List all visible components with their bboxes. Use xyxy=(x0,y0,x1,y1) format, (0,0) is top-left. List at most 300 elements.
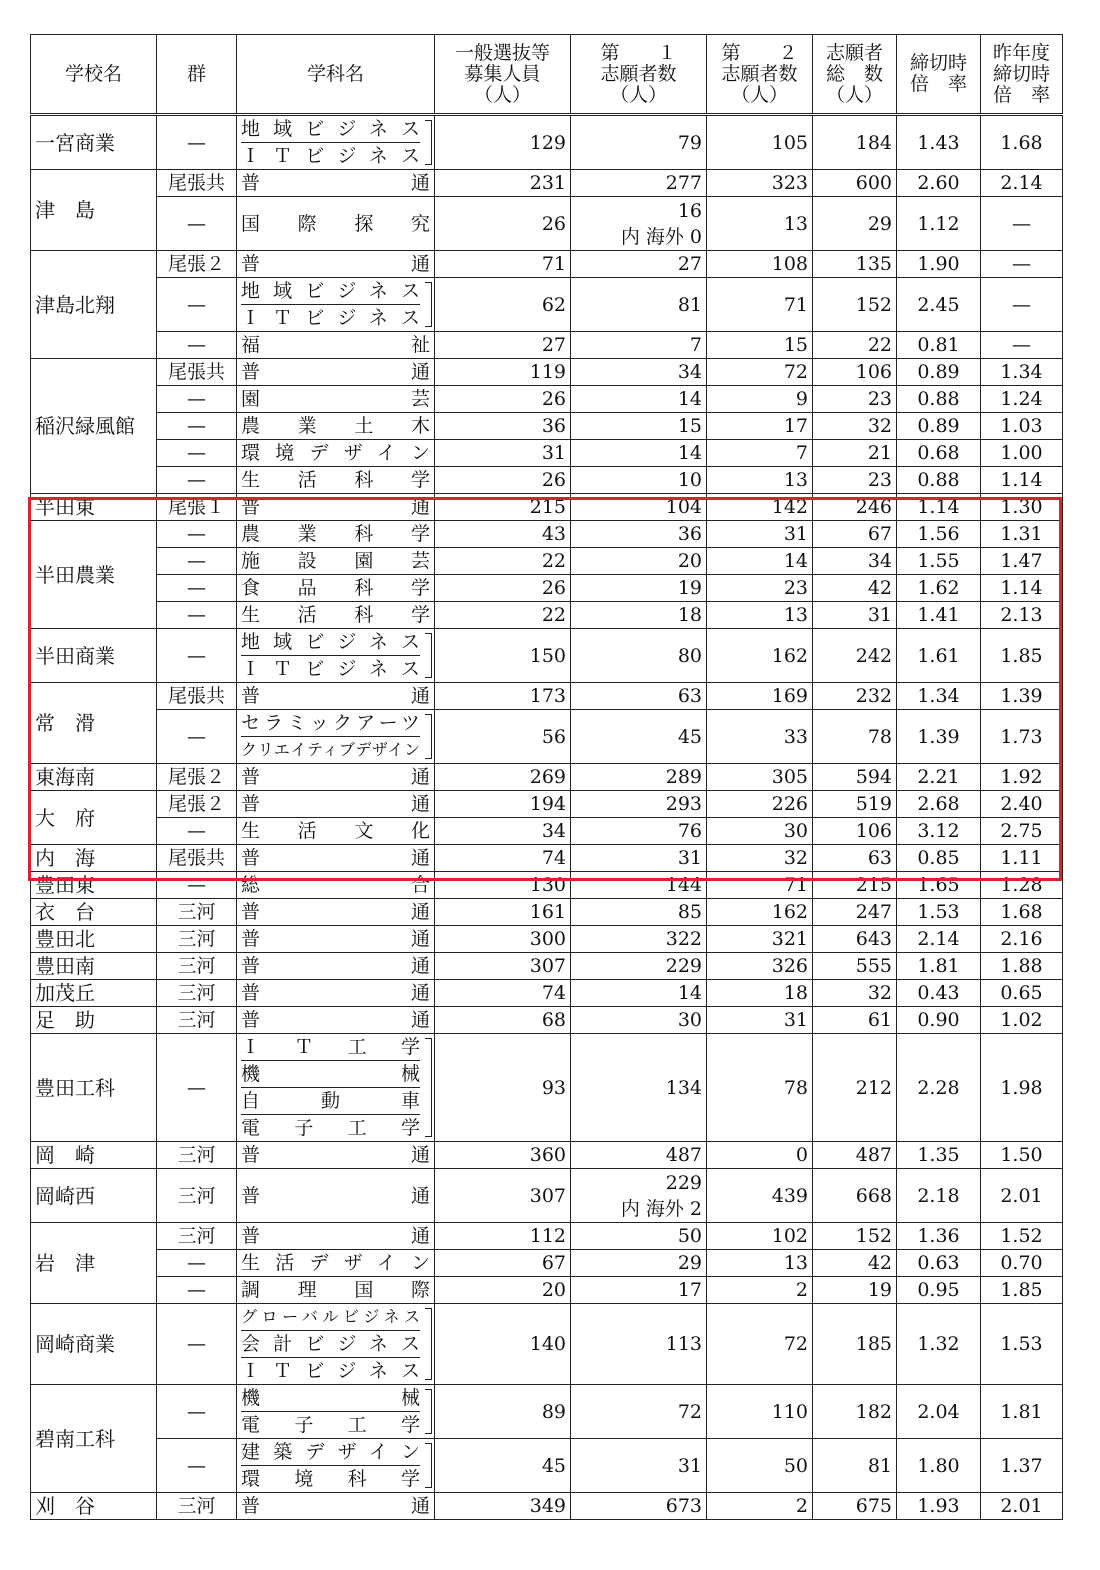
group-cell: — xyxy=(157,818,237,845)
quota-cell: 26 xyxy=(435,386,571,413)
second-cell: 439 xyxy=(707,1169,813,1223)
rate-cell: 1.39 xyxy=(897,710,981,764)
dept-cell xyxy=(237,1439,435,1493)
school-name: 岡崎西 xyxy=(31,1169,157,1223)
group-cell: 三河 xyxy=(157,980,237,1007)
rate-cell: 0.63 xyxy=(897,1250,981,1277)
table-row xyxy=(31,1277,1063,1304)
table-row xyxy=(31,359,1063,386)
table-row xyxy=(31,197,1063,251)
dept-name: 農業土木 xyxy=(241,415,430,437)
quota-cell: 215 xyxy=(435,494,571,521)
school-name: 内 海 xyxy=(31,845,157,872)
second-cell: 321 xyxy=(707,926,813,953)
dept-name: 機械 xyxy=(241,1387,420,1409)
rate-cell: 1.90 xyxy=(897,251,981,278)
prev-cell: — xyxy=(981,332,1063,359)
second-cell: 142 xyxy=(707,494,813,521)
table-row xyxy=(31,602,1063,629)
dept-name: グローバルビジネス xyxy=(241,1307,420,1326)
table-row xyxy=(31,332,1063,359)
table-row xyxy=(31,1493,1063,1520)
first-cell: 27 xyxy=(571,251,707,278)
rate-cell: 0.85 xyxy=(897,845,981,872)
bracket-mark xyxy=(425,120,432,165)
group-cell: 尾張２ xyxy=(157,764,237,791)
school-name: 豊田南 xyxy=(31,953,157,980)
group-cell: — xyxy=(157,1385,237,1439)
quota-cell: 93 xyxy=(435,1034,571,1142)
second-cell: 9 xyxy=(707,386,813,413)
group-cell: — xyxy=(157,575,237,602)
dept-cell xyxy=(237,278,435,332)
table-row xyxy=(31,494,1063,521)
rate-cell: 1.34 xyxy=(897,683,981,710)
dept-cell xyxy=(237,845,435,872)
total-cell: 215 xyxy=(813,872,897,899)
table-row xyxy=(31,683,1063,710)
prev-cell: 1.39 xyxy=(981,683,1063,710)
table-row xyxy=(31,575,1063,602)
dept-cell xyxy=(237,818,435,845)
dept-name: 環境デザイン xyxy=(241,442,430,464)
rate-cell: 1.53 xyxy=(897,899,981,926)
dept-name: 普通 xyxy=(241,1225,430,1247)
dept-name: 普通 xyxy=(241,1009,430,1031)
first-cell: 14 xyxy=(571,980,707,1007)
quota-cell: 269 xyxy=(435,764,571,791)
dept-cell xyxy=(237,926,435,953)
quota-cell: 22 xyxy=(435,602,571,629)
second-cell: 13 xyxy=(707,197,813,251)
table-row xyxy=(31,170,1063,197)
second-cell: 105 xyxy=(707,115,813,170)
dept-cell xyxy=(237,1169,435,1223)
first-value: 229 xyxy=(665,1171,702,1194)
bracket-mark xyxy=(425,714,432,759)
first-cell: 144 xyxy=(571,872,707,899)
prev-cell: 1.24 xyxy=(981,386,1063,413)
quota-cell: 56 xyxy=(435,710,571,764)
group-cell: — xyxy=(157,710,237,764)
dept-cell xyxy=(237,602,435,629)
table-row xyxy=(31,386,1063,413)
second-cell: 7 xyxy=(707,440,813,467)
rate-cell: 0.95 xyxy=(897,1277,981,1304)
dept-name: 普通 xyxy=(241,928,430,950)
school-name: 津島北翔 xyxy=(31,251,157,359)
quota-cell: 26 xyxy=(435,467,571,494)
prev-cell: 1.37 xyxy=(981,1439,1063,1493)
dept-name: 福祉 xyxy=(241,334,430,356)
prev-cell: 2.16 xyxy=(981,926,1063,953)
dept-cell xyxy=(237,521,435,548)
second-cell: 326 xyxy=(707,953,813,980)
first-cell: 229 xyxy=(571,953,707,980)
group-cell: — xyxy=(157,1304,237,1385)
total-cell: 675 xyxy=(813,1493,897,1520)
quota-cell: 173 xyxy=(435,683,571,710)
group-cell: — xyxy=(157,872,237,899)
group-cell: 三河 xyxy=(157,1223,237,1250)
prev-cell: 1.11 xyxy=(981,845,1063,872)
group-cell: 三河 xyxy=(157,1493,237,1520)
rate-cell: 0.90 xyxy=(897,1007,981,1034)
dept-cell xyxy=(237,1385,435,1439)
prev-cell: 1.30 xyxy=(981,494,1063,521)
dept-name: 普通 xyxy=(241,766,430,788)
prev-cell: 2.13 xyxy=(981,602,1063,629)
prev-cell: 1.81 xyxy=(981,1385,1063,1439)
table-row xyxy=(31,791,1063,818)
first-cell: 80 xyxy=(571,629,707,683)
dept-cell xyxy=(237,953,435,980)
rate-cell: 2.04 xyxy=(897,1385,981,1439)
first-cell: 673 xyxy=(571,1493,707,1520)
total-cell: 185 xyxy=(813,1304,897,1385)
header-row xyxy=(31,35,1063,115)
admissions-table-sheet xyxy=(30,34,1063,1520)
dept-name: 施設園芸 xyxy=(241,550,430,572)
rate-cell: 1.81 xyxy=(897,953,981,980)
bracket-mark xyxy=(425,282,432,327)
second-cell: 305 xyxy=(707,764,813,791)
dept-name: 電子工学 xyxy=(241,1114,420,1141)
prev-cell: 2.14 xyxy=(981,170,1063,197)
rate-cell: 1.32 xyxy=(897,1304,981,1385)
rate-cell: 2.14 xyxy=(897,926,981,953)
rate-cell: 1.35 xyxy=(897,1142,981,1169)
first-cell: 134 xyxy=(571,1034,707,1142)
dept-cell xyxy=(237,440,435,467)
quota-cell: 34 xyxy=(435,818,571,845)
school-name: 岩 津 xyxy=(31,1223,157,1304)
total-cell: 78 xyxy=(813,710,897,764)
second-cell: 226 xyxy=(707,791,813,818)
school-name: 大 府 xyxy=(31,791,157,845)
group-cell: — xyxy=(157,332,237,359)
dept-name: ＩＴ工学 xyxy=(241,1036,420,1058)
dept-name: ＩＴビジネス xyxy=(241,304,420,331)
school-name: 豊田工科 xyxy=(31,1034,157,1142)
first-cell: 36 xyxy=(571,521,707,548)
rate-cell: 1.93 xyxy=(897,1493,981,1520)
second-cell: 18 xyxy=(707,980,813,1007)
first-cell: 277 xyxy=(571,170,707,197)
prev-cell: 0.65 xyxy=(981,980,1063,1007)
first-cell: 85 xyxy=(571,899,707,926)
second-cell: 31 xyxy=(707,1007,813,1034)
rate-cell: 0.68 xyxy=(897,440,981,467)
quota-cell: 36 xyxy=(435,413,571,440)
group-cell: 尾張共 xyxy=(157,683,237,710)
dept-name: 普通 xyxy=(241,1144,430,1166)
prev-cell: 2.40 xyxy=(981,791,1063,818)
first-cell: 104 xyxy=(571,494,707,521)
total-cell: 31 xyxy=(813,602,897,629)
dept-name: 生活科学 xyxy=(241,469,430,491)
dept-name: ＩＴビジネス xyxy=(241,142,420,169)
school-name: 衣 台 xyxy=(31,899,157,926)
first-cell xyxy=(571,1169,707,1223)
table-row xyxy=(31,980,1063,1007)
first-cell: 487 xyxy=(571,1142,707,1169)
total-cell: 42 xyxy=(813,575,897,602)
bracket-mark xyxy=(425,1443,432,1488)
prev-cell: — xyxy=(981,197,1063,251)
school-name: 東海南 xyxy=(31,764,157,791)
dept-name: 国際探究 xyxy=(241,212,430,235)
dept-name: 普通 xyxy=(241,847,430,869)
rate-cell: 1.36 xyxy=(897,1223,981,1250)
school-name: 常 滑 xyxy=(31,683,157,764)
bracket-mark xyxy=(425,633,432,678)
second-cell: 13 xyxy=(707,602,813,629)
second-cell: 17 xyxy=(707,413,813,440)
quota-cell: 112 xyxy=(435,1223,571,1250)
dept-cell xyxy=(237,197,435,251)
first-cell: 63 xyxy=(571,683,707,710)
total-cell: 246 xyxy=(813,494,897,521)
second-cell: 108 xyxy=(707,251,813,278)
quota-cell: 150 xyxy=(435,629,571,683)
rate-cell: 1.80 xyxy=(897,1439,981,1493)
total-cell: 135 xyxy=(813,251,897,278)
admissions-table xyxy=(30,34,1063,1520)
first-cell xyxy=(571,197,707,251)
school-name: 津 島 xyxy=(31,170,157,251)
total-cell: 61 xyxy=(813,1007,897,1034)
table-row xyxy=(31,1385,1063,1439)
prev-cell: 2.01 xyxy=(981,1493,1063,1520)
group-cell: 尾張２ xyxy=(157,791,237,818)
quota-cell: 62 xyxy=(435,278,571,332)
second-cell: 13 xyxy=(707,1250,813,1277)
dept-name: 普通 xyxy=(241,955,430,977)
dept-cell xyxy=(237,575,435,602)
school-name: 刈 谷 xyxy=(31,1493,157,1520)
table-row xyxy=(31,1169,1063,1223)
group-cell: 尾張共 xyxy=(157,845,237,872)
school-name: 豊田北 xyxy=(31,926,157,953)
dept-name: 調理国際 xyxy=(241,1279,430,1301)
group-cell: — xyxy=(157,629,237,683)
total-cell: 106 xyxy=(813,818,897,845)
overseas-note: 内 海外 2 xyxy=(620,1197,702,1220)
group-cell: — xyxy=(157,440,237,467)
table-row xyxy=(31,1439,1063,1493)
quota-cell: 27 xyxy=(435,332,571,359)
dept-name: 環境科学 xyxy=(241,1465,420,1492)
header-school: 学校名 xyxy=(31,35,157,115)
table-row xyxy=(31,845,1063,872)
bracket-mark xyxy=(425,1038,432,1137)
dept-name: 生活科学 xyxy=(241,604,430,626)
table-row xyxy=(31,548,1063,575)
first-cell: 20 xyxy=(571,548,707,575)
prev-cell: 1.68 xyxy=(981,899,1063,926)
second-cell: 13 xyxy=(707,467,813,494)
rate-cell: 1.55 xyxy=(897,548,981,575)
quota-cell: 31 xyxy=(435,440,571,467)
school-name: 半田東 xyxy=(31,494,157,521)
rate-cell: 1.65 xyxy=(897,872,981,899)
table-body xyxy=(31,115,1063,1520)
quota-cell: 349 xyxy=(435,1493,571,1520)
table-row xyxy=(31,1304,1063,1385)
dept-name: 食品科学 xyxy=(241,577,430,599)
total-cell: 81 xyxy=(813,1439,897,1493)
dept-cell xyxy=(237,1034,435,1142)
dept-name: 生活文化 xyxy=(241,820,430,842)
first-cell: 322 xyxy=(571,926,707,953)
table-row xyxy=(31,278,1063,332)
prev-cell: 1.47 xyxy=(981,548,1063,575)
total-cell: 22 xyxy=(813,332,897,359)
first-cell: 50 xyxy=(571,1223,707,1250)
rate-cell: 1.43 xyxy=(897,115,981,170)
first-cell: 14 xyxy=(571,440,707,467)
second-cell: 110 xyxy=(707,1385,813,1439)
group-cell: — xyxy=(157,602,237,629)
second-cell: 0 xyxy=(707,1142,813,1169)
group-cell: — xyxy=(157,1439,237,1493)
prev-cell: 1.92 xyxy=(981,764,1063,791)
dept-cell xyxy=(237,791,435,818)
school-name: 岡崎商業 xyxy=(31,1304,157,1385)
bracket-mark xyxy=(425,1308,432,1380)
second-cell: 102 xyxy=(707,1223,813,1250)
total-cell: 182 xyxy=(813,1385,897,1439)
dept-cell xyxy=(237,764,435,791)
dept-cell xyxy=(237,170,435,197)
table-row xyxy=(31,953,1063,980)
group-cell: 三河 xyxy=(157,1007,237,1034)
school-name: 加茂丘 xyxy=(31,980,157,1007)
prev-cell: 1.03 xyxy=(981,413,1063,440)
quota-cell: 45 xyxy=(435,1439,571,1493)
first-cell: 7 xyxy=(571,332,707,359)
school-name: 一宮商業 xyxy=(31,115,157,170)
group-cell: 尾張１ xyxy=(157,494,237,521)
dept-name: 生活デザイン xyxy=(241,1252,430,1274)
dept-cell xyxy=(237,1493,435,1520)
group-cell: 尾張共 xyxy=(157,359,237,386)
dept-name: 普通 xyxy=(241,496,430,518)
dept-name: 自動車 xyxy=(241,1087,420,1114)
table-row xyxy=(31,872,1063,899)
dept-cell xyxy=(237,899,435,926)
second-cell: 32 xyxy=(707,845,813,872)
table-row xyxy=(31,440,1063,467)
first-value: 16 xyxy=(677,199,702,222)
table-row xyxy=(31,710,1063,764)
prev-cell: 1.14 xyxy=(981,467,1063,494)
first-cell: 31 xyxy=(571,845,707,872)
quota-cell: 74 xyxy=(435,845,571,872)
quota-cell: 26 xyxy=(435,197,571,251)
school-name: 半田農業 xyxy=(31,521,157,629)
dept-cell xyxy=(237,980,435,1007)
header-first-choice: 第 １ 志願者数 （人） xyxy=(571,35,707,115)
first-cell: 10 xyxy=(571,467,707,494)
quota-cell: 74 xyxy=(435,980,571,1007)
group-cell: — xyxy=(157,413,237,440)
dept-name: 電子工学 xyxy=(241,1411,420,1438)
dept-cell xyxy=(237,1304,435,1385)
quota-cell: 300 xyxy=(435,926,571,953)
first-cell: 30 xyxy=(571,1007,707,1034)
rate-cell: 1.56 xyxy=(897,521,981,548)
group-cell: 三河 xyxy=(157,953,237,980)
prev-cell: 1.88 xyxy=(981,953,1063,980)
total-cell: 23 xyxy=(813,467,897,494)
rate-cell: 0.81 xyxy=(897,332,981,359)
quota-cell: 20 xyxy=(435,1277,571,1304)
total-cell: 212 xyxy=(813,1034,897,1142)
dept-cell xyxy=(237,115,435,170)
overseas-note: 内 海外 0 xyxy=(620,225,702,248)
quota-cell: 68 xyxy=(435,1007,571,1034)
dept-name: 園芸 xyxy=(241,388,430,410)
rate-cell: 2.21 xyxy=(897,764,981,791)
header-rate: 締切時 倍 率 xyxy=(897,35,981,115)
first-cell: 45 xyxy=(571,710,707,764)
first-cell: 18 xyxy=(571,602,707,629)
group-cell: — xyxy=(157,1250,237,1277)
quota-cell: 307 xyxy=(435,953,571,980)
first-cell: 29 xyxy=(571,1250,707,1277)
first-cell: 293 xyxy=(571,791,707,818)
dept-name: 普通 xyxy=(241,685,430,707)
dept-cell xyxy=(237,413,435,440)
dept-name: クリエイティブデザイン xyxy=(241,736,420,763)
group-cell: — xyxy=(157,278,237,332)
dept-name: セラミックアーツ xyxy=(241,712,420,734)
total-cell: 519 xyxy=(813,791,897,818)
group-cell: 三河 xyxy=(157,1169,237,1223)
rate-cell: 2.68 xyxy=(897,791,981,818)
first-cell: 76 xyxy=(571,818,707,845)
rate-cell: 0.89 xyxy=(897,359,981,386)
dept-cell xyxy=(237,251,435,278)
group-cell: 三河 xyxy=(157,1142,237,1169)
dept-cell xyxy=(237,494,435,521)
table-row xyxy=(31,1250,1063,1277)
table-row xyxy=(31,1223,1063,1250)
prev-cell: — xyxy=(981,251,1063,278)
quota-cell: 119 xyxy=(435,359,571,386)
rate-cell: 0.88 xyxy=(897,386,981,413)
quota-cell: 130 xyxy=(435,872,571,899)
header-dept: 学科名 xyxy=(237,35,435,115)
total-cell: 32 xyxy=(813,980,897,1007)
total-cell: 594 xyxy=(813,764,897,791)
table-row xyxy=(31,251,1063,278)
group-cell: — xyxy=(157,521,237,548)
group-cell: — xyxy=(157,115,237,170)
header-quota: 一般選抜等 募集人員 （人） xyxy=(435,35,571,115)
total-cell: 67 xyxy=(813,521,897,548)
first-cell: 34 xyxy=(571,359,707,386)
first-cell: 79 xyxy=(571,115,707,170)
table-row xyxy=(31,818,1063,845)
dept-name: 普通 xyxy=(241,361,430,383)
table-row xyxy=(31,1142,1063,1169)
dept-name: 普通 xyxy=(241,982,430,1004)
total-cell: 152 xyxy=(813,1223,897,1250)
prev-cell: 1.00 xyxy=(981,440,1063,467)
